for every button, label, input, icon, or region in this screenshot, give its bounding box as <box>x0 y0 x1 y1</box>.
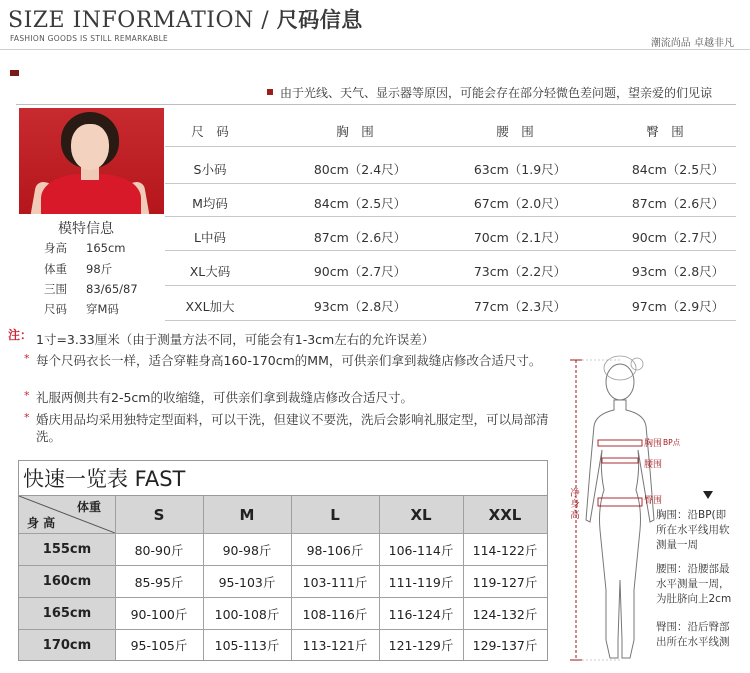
hip-desc: 臀围：沿后臀部 出所在水平线测 <box>656 621 730 648</box>
weight-cell: 124-132斤 <box>472 606 538 622</box>
note-star-icon: * <box>24 352 30 365</box>
height-cell: 155cm <box>19 534 115 565</box>
size-table-cell: 90cm（2.7尺） <box>313 264 407 279</box>
notice-bullet <box>267 89 273 95</box>
weight-cell: 103-111斤 <box>302 574 368 590</box>
page-title <box>8 4 363 34</box>
height-label: 净身高 <box>570 488 580 521</box>
weight-cell: 114-122斤 <box>472 542 538 558</box>
waist-label: 腰围 <box>644 460 663 470</box>
size-table-cell: XL大码 <box>189 264 231 279</box>
weight-cell: 105-113斤 <box>214 638 280 653</box>
note-star-icon: * <box>24 389 30 402</box>
weight-cell: 116-124斤 <box>388 606 454 622</box>
model-info-title: 模特信息 <box>58 221 114 237</box>
corner-weight-label: 体重 <box>77 500 102 514</box>
size-header: M <box>239 505 255 524</box>
size-table-cell: 84cm（2.5尺） <box>313 196 407 211</box>
header-divider <box>0 49 750 50</box>
fast-table-row <box>19 598 547 629</box>
chest-label: 胸围 <box>644 439 663 449</box>
triangle-down-icon <box>703 491 713 499</box>
model-photo <box>19 108 164 214</box>
height-cell: 165cm <box>19 598 115 629</box>
notes-label: 注： <box>8 328 33 342</box>
height-cell: 170cm <box>19 630 115 660</box>
size-table-cell: 84cm（2.5尺） <box>631 162 725 177</box>
weight-cell: 129-137斤 <box>472 638 538 653</box>
size-table-cell: 80cm（2.4尺） <box>313 162 407 177</box>
size-table-header: 胸 围 <box>336 124 374 139</box>
weight-cell: 119-127斤 <box>472 574 538 590</box>
weight-cell: 111-119斤 <box>388 574 454 590</box>
fast-table-row <box>19 630 547 660</box>
weight-cell: 121-129斤 <box>388 638 454 653</box>
hip-label: 臀围 <box>644 496 663 506</box>
title-chinese: 尺码信息 <box>276 8 363 32</box>
size-table-cell: 63cm（1.9尺） <box>473 162 567 177</box>
size-table-cell: 70cm（2.1尺） <box>473 230 567 245</box>
weight-cell: 85-95斤 <box>134 574 184 590</box>
waist-desc: 腰围：沿腰部最 水平测量一周， 为肚脐向上2cm <box>656 563 732 605</box>
size-table-cell: 97cm（2.9尺） <box>631 299 725 314</box>
size-header: XL <box>410 505 432 524</box>
size-table-cell: 87cm（2.6尺） <box>631 196 725 211</box>
weight-cell: 90-98斤 <box>222 542 272 558</box>
weight-cell: 95-105斤 <box>130 638 188 653</box>
weight-cell: 98-106斤 <box>306 542 364 558</box>
header-subtitle: FASHION GOODS IS STILL REMARKABLE <box>10 34 169 43</box>
note-item: 1寸=3.33厘米（由于测量方法不同，可能会有1-3cm左右的允许误差） <box>36 332 435 347</box>
size-table-cell: S小码 <box>193 162 227 177</box>
notice-divider <box>16 104 736 105</box>
weight-cell: 90-100斤 <box>130 606 188 622</box>
header-slogan: 潮流尚品 卓越非凡 <box>650 38 734 49</box>
model-measurements: 三围 83/65/87 <box>44 282 138 296</box>
color-notice: 由于光线、天气、显示器等原因，可能会存在部分轻微色差问题，望亲爱的们见谅 <box>280 86 713 100</box>
size-table-cell: 67cm（2.0尺） <box>473 196 567 211</box>
height-cell: 160cm <box>19 566 115 597</box>
note-item: 每个尺码衣长一样，适合穿鞋身高160-170cm的MM，可供亲们拿到裁缝店修改合适尺寸。 <box>36 353 542 368</box>
size-header: L <box>330 505 340 524</box>
size-table-header: 腰 围 <box>496 124 534 139</box>
fast-table <box>18 495 548 661</box>
section-marker <box>10 70 19 76</box>
size-table-cell: 77cm（2.3尺） <box>473 299 567 314</box>
size-header: S <box>153 505 165 524</box>
weight-cell: 80-90斤 <box>134 542 184 558</box>
fast-table-row <box>19 534 547 565</box>
size-table-cell: M均码 <box>192 196 228 211</box>
title-english: SIZE INFORMATION <box>8 8 254 33</box>
size-header: XXL <box>488 505 522 524</box>
note-star-icon: * <box>24 411 30 424</box>
bp-label: BP点 <box>663 438 681 447</box>
fast-table-title: 快速一览表 FAST <box>18 460 548 495</box>
model-weight: 体重 98斤 <box>44 262 113 276</box>
size-table-cell: 73cm（2.2尺） <box>473 264 567 279</box>
weight-cell: 108-116斤 <box>302 606 368 622</box>
size-table-cell: 93cm（2.8尺） <box>631 264 725 279</box>
size-table-cell: XXL加大 <box>185 299 235 314</box>
weight-cell: 100-108斤 <box>214 606 280 622</box>
note-item: 婚庆用品均采用独特定型面料，可以干洗，但建议不要洗，洗后会影响礼服定型，可以局部清洗。 <box>36 412 549 444</box>
weight-cell: 106-114斤 <box>388 542 454 558</box>
size-table-cell: 87cm（2.6尺） <box>313 230 407 245</box>
model-size: 尺码 穿M码 <box>44 302 119 316</box>
corner-height-label: 身 高 <box>27 516 56 530</box>
chest-desc: 胸围：沿BP(即 所在水平线用软 测量一周 <box>656 509 730 551</box>
weight-cell: 113-121斤 <box>302 638 368 653</box>
title-separator: / <box>261 8 270 33</box>
fast-table-header-row <box>19 496 547 533</box>
size-table-cell: 93cm（2.8尺） <box>313 299 407 314</box>
size-table-header: 臀 围 <box>646 124 684 139</box>
size-table-cell: L中码 <box>194 230 226 245</box>
note-item: 礼服两侧共有2-5cm的收缩缝，可供亲们拿到裁缝店修改合适尺寸。 <box>36 390 413 405</box>
size-table-cell: 90cm（2.7尺） <box>631 230 725 245</box>
weight-cell: 95-103斤 <box>218 574 276 590</box>
measurement-diagram <box>560 340 750 673</box>
size-table-header: 尺 码 <box>191 124 229 139</box>
model-height: 身高 165cm <box>44 241 126 255</box>
fast-table-row <box>19 566 547 597</box>
